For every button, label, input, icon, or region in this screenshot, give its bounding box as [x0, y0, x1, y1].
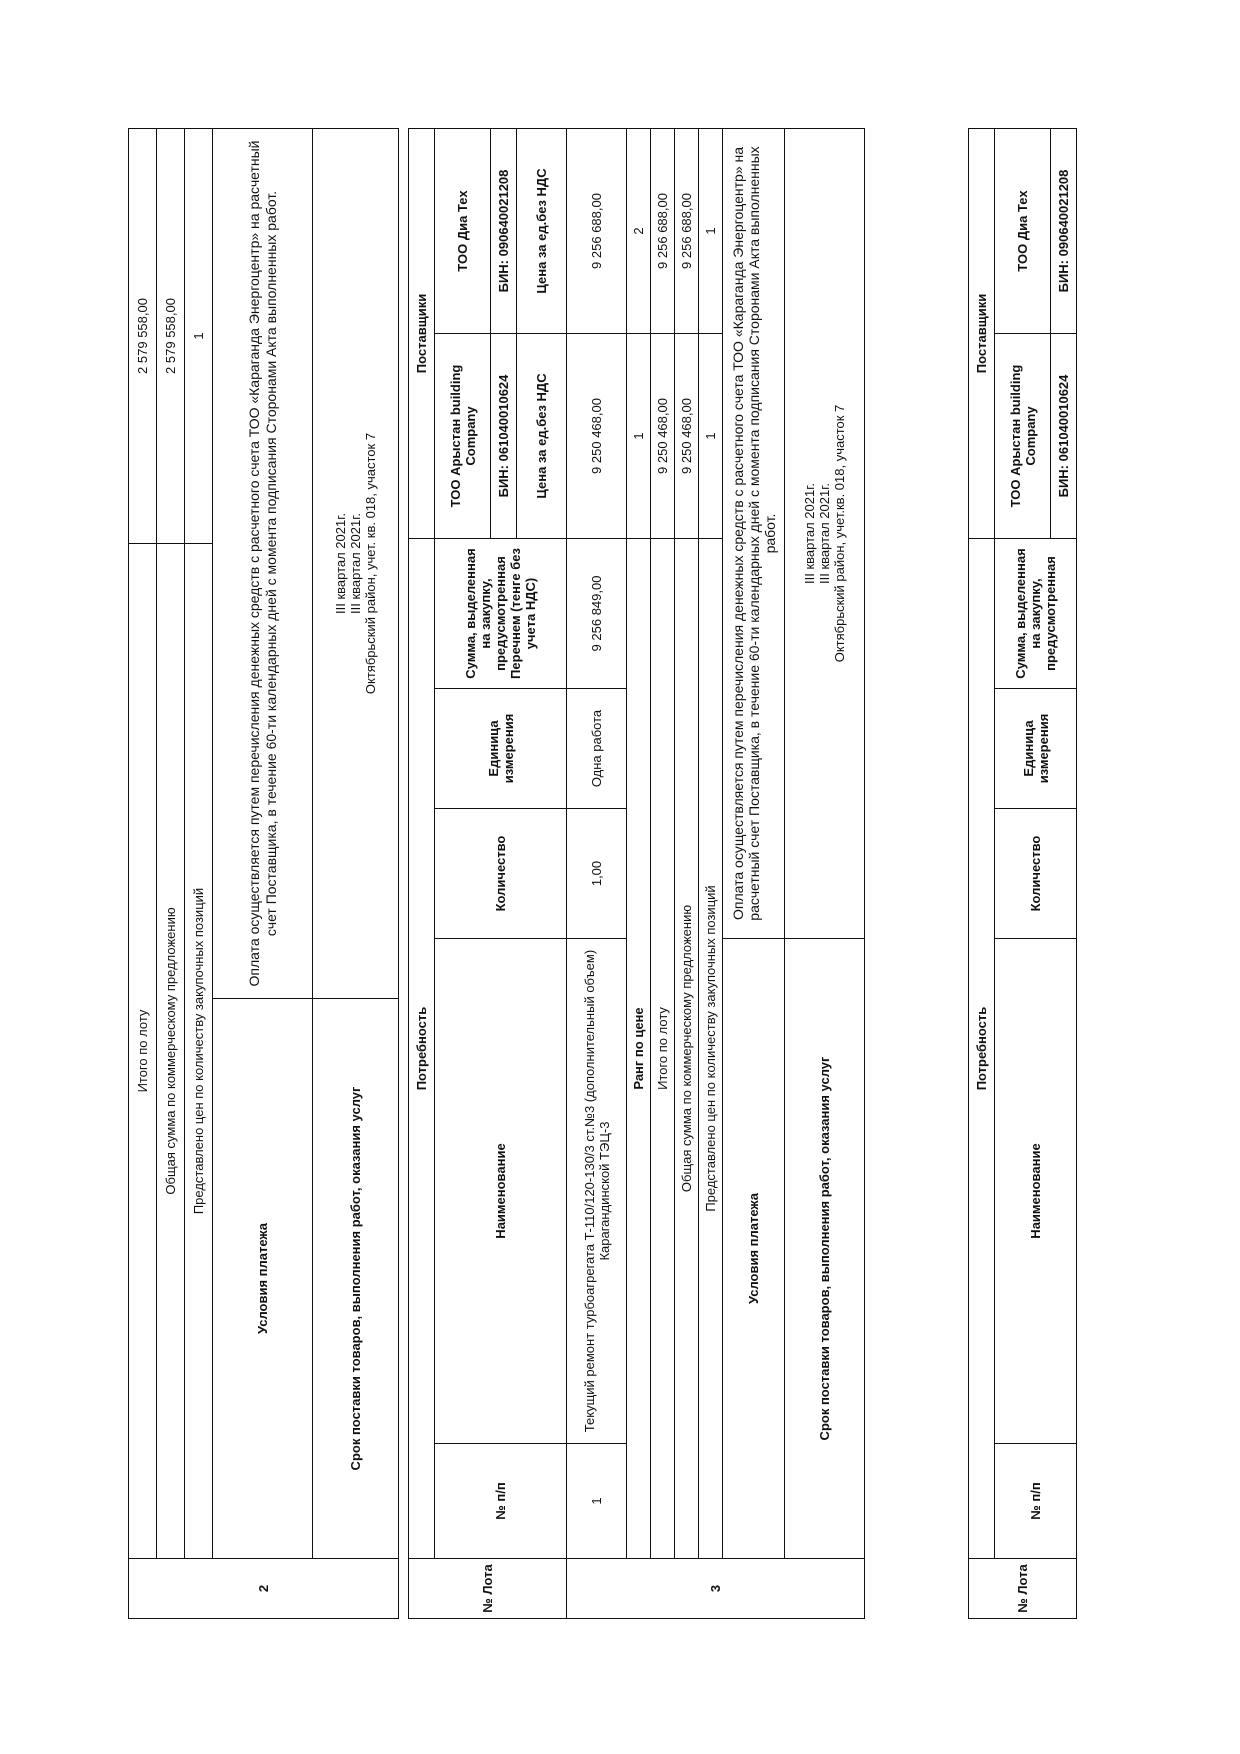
lot3-delivery-line2: III квартал 2021г. [817, 483, 832, 584]
lot3-table [408, 128, 865, 1619]
lot3-count1: 1 [699, 334, 723, 539]
lot3-total2: 9 256 688,00 [651, 128, 675, 333]
lot3-rank-label: Ранг по цене [627, 539, 651, 1559]
lot3-num-header: № п/п [435, 1444, 567, 1559]
lot3-suppliers-header: Поставщики [409, 128, 435, 538]
lot2-delivery-line1: III квартал 2021г. [333, 513, 348, 614]
lot3-item-num: 1 [567, 1444, 627, 1559]
lot2-summary-table [128, 128, 399, 1619]
lot3-supplier2-bin: БИН: 090640021208 [491, 128, 517, 333]
lot2-sum-label: Общая сумма по коммерческому предложению [157, 543, 185, 1558]
lot2-payment-label: Условия платежа [213, 999, 313, 1559]
lot2-payment-text: Оплата осуществляется путем перечисления денежных средств с расчетного счета ТОО «Караганда Энергоцентр» на расчетный счет Поставщика, в течение 60-ти календарных дней с момента подписания Сторонами Акта выполненных работ. [213, 128, 313, 998]
lot4-supplier1-name: ТОО Арыстан building Company [995, 334, 1051, 539]
lot4-lotno-header: № Лота [969, 1559, 1077, 1619]
lot4-suppliers-header: Поставщики [969, 128, 995, 538]
lot3-item-name: Текущий ремонт турбоагрегата Т-110/120-130/3 ст.№3 (дополнительный объем) Карагандинской ТЭЦ-3 [567, 939, 627, 1444]
lot3-item-amount: 9 256 849,00 [567, 539, 627, 689]
lot3-delivery-cell [785, 128, 865, 938]
lot4-supplier2-name: ТОО Диа Тех [995, 128, 1051, 333]
lot3-price-label-2: Цена за ед.без НДС [517, 128, 567, 333]
lot3-price-label-1: Цена за ед.без НДС [517, 334, 567, 539]
lot2-delivery-line2: III квартал 2021г. [348, 513, 363, 614]
lot3-sum-label: Общая сумма по коммерческому предложению [675, 539, 699, 1559]
lot3-supplier2-name: ТОО Диа Тех [435, 128, 491, 333]
lot3-item-unit: Одна работа [567, 689, 627, 809]
lot2-count-value: 1 [185, 128, 213, 543]
lot2-delivery-line3: Октябрьский район, учет. кв. 018, участок 7 [363, 432, 378, 695]
lot3-delivery-label: Срок поставки товаров, выполнения работ, оказания услуг [785, 939, 865, 1559]
lot3-need-header: Потребность [409, 539, 435, 1559]
lot4-num-header: № п/п [995, 1444, 1077, 1559]
lot3-sum1: 9 250 468,00 [675, 334, 699, 539]
lot3-unit-header: Единица измерения [435, 689, 567, 809]
lot2-delivery-label: Срок поставки товаров, выполнения работ, оказания услуг [313, 999, 399, 1559]
lot3-name-header: Наименование [435, 939, 567, 1444]
lot3-payment-text: Оплата осуществляется путем перечисления денежных средств с расчетного счета ТОО «Караганда Энергоцентр» на расчетный счет Поставщика, в течение 60-ти календарных дней с момента подписания Сторонами Акта выполненных работ. [723, 128, 785, 938]
lot3-delivery-line3: Октябрьский район, учет.кв. 018, участок 7 [832, 404, 847, 663]
lot4-qty-header: Количество [995, 809, 1077, 939]
lot3-delivery-line1: III квартал 2021г. [802, 483, 817, 584]
lot3-total-label: Итого по лоту [651, 539, 675, 1559]
lot3-count-label: Представлено цен по количеству закупочных позиций [699, 539, 723, 1559]
lot2-total-value: 2 579 558,00 [129, 128, 157, 543]
lot3-item-qty: 1,00 [567, 809, 627, 939]
lot4-name-header: Наименование [995, 939, 1077, 1444]
lot3-lotno-header: № Лота [409, 1559, 567, 1619]
lot3-amount-header: Сумма, выделенная на закупку, предусмотренная Перечнем (тенге без учета НДС) [435, 539, 567, 689]
lot3-item-price1: 9 250 468,00 [567, 334, 627, 539]
lot2-count-label: Представлено цен по количеству закупочных позиций [185, 543, 213, 1558]
lot3-rank2: 2 [627, 128, 651, 333]
lot4-need-header: Потребность [969, 539, 995, 1559]
lot3-qty-header: Количество [435, 809, 567, 939]
lot3-sum2: 9 256 688,00 [675, 128, 699, 333]
lot3-number: 3 [567, 1559, 865, 1619]
lot3-supplier1-bin: БИН: 061040010624 [491, 334, 517, 539]
lot4-supplier1-bin: БИН: 061040010624 [1051, 334, 1077, 539]
lot3-rank1: 1 [627, 334, 651, 539]
lot2-number: 2 [129, 1559, 399, 1619]
lot3-item-price2: 9 256 688,00 [567, 128, 627, 333]
lot2-total-label: Итого по лоту [129, 543, 157, 1558]
lot2-sum-value: 2 579 558,00 [157, 128, 185, 543]
lot2-delivery-cell [313, 128, 399, 998]
lot4-header-table [968, 128, 1077, 1619]
lot3-supplier1-name: ТОО Арыстан building Company [435, 334, 491, 539]
lot4-amount-header: Сумма, выделенная на закупку, предусмотренная [995, 539, 1077, 689]
lot3-payment-label: Условия платежа [723, 939, 785, 1559]
lot3-count2: 1 [699, 128, 723, 333]
lot4-supplier2-bin: БИН: 090640021208 [1051, 128, 1077, 333]
lot3-total1: 9 250 468,00 [651, 334, 675, 539]
lot4-unit-header: Единица измерения [995, 689, 1077, 809]
